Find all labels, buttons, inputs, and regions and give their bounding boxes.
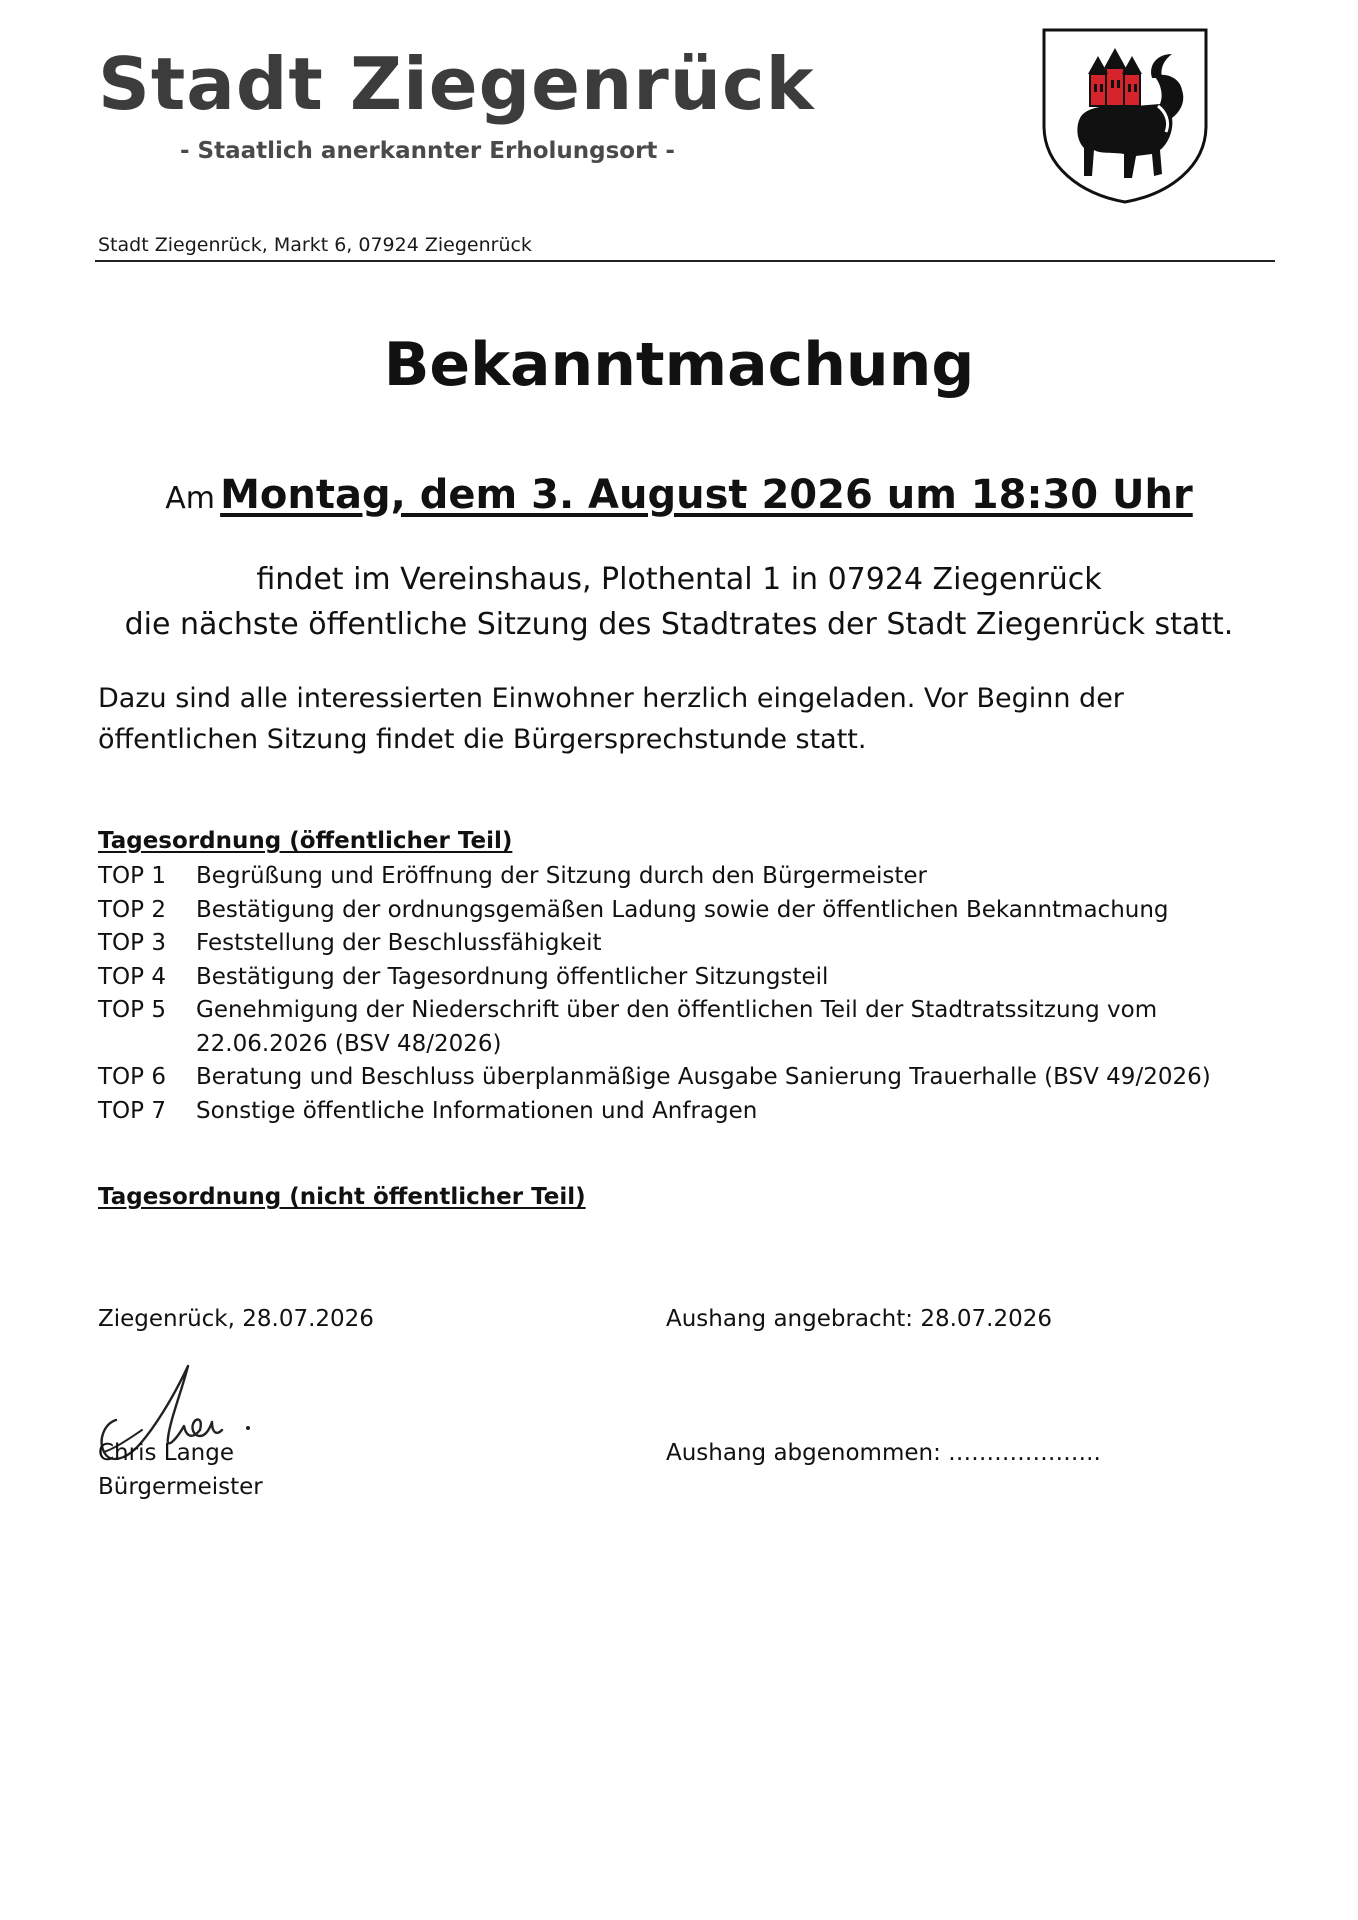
removed-date: Aushang abgenommen: ……………….. (666, 1440, 1101, 1466)
coat-of-arms-icon (1040, 26, 1210, 206)
city-title: Stadt Ziegenrück (98, 42, 815, 126)
header-divider (95, 260, 1275, 262)
agenda-item-text: Genehmigung der Niederschrift über den öffentlichen Teil der Stadtratssitzung vom 22.06.2026 (BSV 48/2026) (196, 997, 1158, 1057)
agenda-item-text: Beratung und Beschluss überplanmäßige Ausgabe Sanierung Trauerhalle (BSV 49/2026) (196, 1064, 1211, 1090)
agenda-item (98, 1061, 1278, 1095)
agenda-item (98, 994, 1278, 1061)
agenda-item (98, 894, 1278, 928)
agenda-item (98, 961, 1278, 995)
invitation-paragraph: Dazu sind alle interessierten Einwohner herzlich eingeladen. Vor Beginn der öffentlichen Sitzung findet die Bürgersprechstunde statt. (98, 683, 1124, 755)
agenda-item-text: Begrüßung und Eröffnung der Sitzung durch den Bürgermeister (196, 863, 927, 889)
agenda-item-number: TOP 3 (98, 930, 166, 956)
agenda-item-number: TOP 1 (98, 863, 166, 889)
sender-address: Stadt Ziegenrück, Markt 6, 07924 Ziegenrück (98, 234, 532, 256)
agenda-item-number: TOP 4 (98, 963, 166, 990)
agenda-item-number: TOP 2 (98, 896, 166, 923)
venue-line-1: findet im Vereinshaus, Plothental 1 in 07924 Ziegenrück (256, 562, 1102, 597)
agenda-private-heading: Tagesordnung (nicht öffentlicher Teil) (98, 1184, 586, 1210)
agenda-public-list (98, 860, 1278, 1128)
date-prefix: Am (165, 481, 216, 516)
meeting-date: Montag, dem 3. August 2026 um 18:30 Uhr (220, 472, 1193, 518)
signer-title: Bürgermeister (98, 1474, 263, 1500)
agenda-item (98, 860, 1278, 894)
venue-line-2: die nächste öffentliche Sitzung des Stadtrates der Stadt Ziegenrück statt. (124, 607, 1234, 642)
agenda-item-text: Bestätigung der Tagesordnung öffentlicher Sitzungsteil (196, 963, 829, 990)
agenda-item-number: TOP 5 (98, 997, 166, 1023)
signer-name: Chris Lange (98, 1440, 235, 1466)
agenda-item-number: TOP 6 (98, 1064, 166, 1090)
agenda-public-heading: Tagesordnung (öffentlicher Teil) (98, 828, 513, 854)
meeting-date-line (0, 472, 1358, 518)
agenda-item-text: Sonstige öffentliche Informationen und Anfragen (196, 1097, 758, 1124)
city-subtitle: - Staatlich anerkannter Erholungsort - (180, 138, 675, 164)
agenda-item-text: Bestätigung der ordnungsgemäßen Ladung sowie der öffentlichen Bekanntmachung (196, 896, 1169, 923)
agenda-item (98, 1095, 1278, 1129)
agenda-item (98, 927, 1278, 961)
posted-date: Aushang angebracht: 28.07.2026 (666, 1306, 1053, 1332)
document-heading: Bekanntmachung (383, 330, 975, 400)
place-date: Ziegenrück, 28.07.2026 (98, 1306, 374, 1332)
agenda-item-number: TOP 7 (98, 1097, 166, 1124)
agenda-item-text: Feststellung der Beschlussfähigkeit (196, 930, 602, 956)
